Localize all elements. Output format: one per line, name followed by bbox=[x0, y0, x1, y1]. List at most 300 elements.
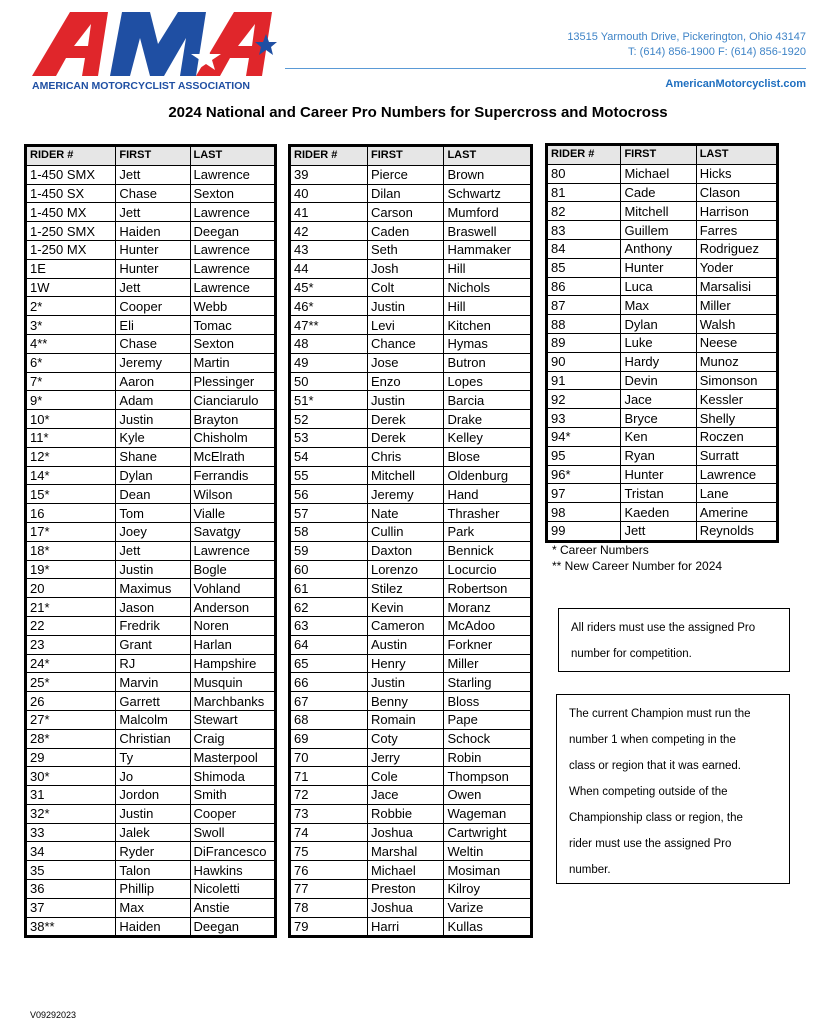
first-name-cell: Justin bbox=[116, 560, 190, 579]
last-name-cell: Hill bbox=[444, 259, 530, 278]
last-name-cell: Vialle bbox=[190, 504, 274, 523]
table-row bbox=[27, 579, 274, 598]
first-name-cell: Joshua bbox=[367, 823, 443, 842]
last-name-cell: Nichols bbox=[444, 278, 530, 297]
last-name-cell: Kelley bbox=[444, 428, 530, 447]
first-name-cell: Harri bbox=[367, 917, 443, 935]
rider-number-cell: 1-250 MX bbox=[27, 240, 116, 259]
rider-number-cell: 42 bbox=[291, 222, 367, 241]
rider-number-cell: 85 bbox=[548, 258, 621, 277]
first-name-cell: Joshua bbox=[367, 898, 443, 917]
first-name-cell: Mitchell bbox=[367, 466, 443, 485]
rider-number-cell: 67 bbox=[291, 692, 367, 711]
first-name-cell: Chase bbox=[116, 184, 190, 203]
last-name-cell: Neese bbox=[696, 333, 776, 352]
last-name-cell: Rodriguez bbox=[696, 239, 776, 258]
rider-number-cell: 28* bbox=[27, 729, 116, 748]
first-name-cell: Malcolm bbox=[116, 710, 190, 729]
rider-number-cell: 38** bbox=[27, 917, 116, 935]
rider-number-cell: 56 bbox=[291, 485, 367, 504]
table-row bbox=[291, 579, 530, 598]
rider-table-3 bbox=[545, 143, 779, 543]
table-row bbox=[291, 353, 530, 372]
last-name-cell: Robin bbox=[444, 748, 530, 767]
last-name-cell: Deegan bbox=[190, 222, 274, 241]
rider-number-cell: 19* bbox=[27, 560, 116, 579]
last-name-cell: Brayton bbox=[190, 410, 274, 429]
first-name-cell: Benny bbox=[367, 692, 443, 711]
first-name-cell: RJ bbox=[116, 654, 190, 673]
first-name-cell: Eli bbox=[116, 316, 190, 335]
table-row bbox=[548, 484, 776, 503]
last-name-cell: Hymas bbox=[444, 334, 530, 353]
rider-number-cell: 16 bbox=[27, 504, 116, 523]
table-row bbox=[27, 598, 274, 617]
rider-number-cell: 98 bbox=[548, 503, 621, 522]
first-name-cell: Hardy bbox=[621, 352, 696, 371]
last-name-cell: Lawrence bbox=[190, 259, 274, 278]
last-name-cell: Shimoda bbox=[190, 767, 274, 786]
table-row bbox=[27, 428, 274, 447]
last-name-cell: Lawrence bbox=[190, 541, 274, 560]
website-link[interactable]: AmericanMotorcyclist.com bbox=[665, 78, 806, 90]
first-name-cell: Fredrik bbox=[116, 616, 190, 635]
col-first: FIRST bbox=[621, 146, 696, 164]
col-last: LAST bbox=[190, 147, 274, 165]
last-name-cell: Hawkins bbox=[190, 861, 274, 880]
last-name-cell: Wilson bbox=[190, 485, 274, 504]
first-name-cell: Kyle bbox=[116, 428, 190, 447]
address: 13515 Yarmouth Drive, Pickerington, Ohio 43147 bbox=[567, 31, 806, 43]
rider-number-cell: 87 bbox=[548, 296, 621, 315]
rider-number-cell: 84 bbox=[548, 239, 621, 258]
rider-number-cell: 74 bbox=[291, 823, 367, 842]
first-name-cell: Ryan bbox=[621, 446, 696, 465]
rider-number-cell: 80 bbox=[548, 164, 621, 183]
table-row bbox=[291, 560, 530, 579]
first-name-cell: Chance bbox=[367, 334, 443, 353]
version-code: V09292023 bbox=[30, 1010, 77, 1020]
first-name-cell: Justin bbox=[367, 391, 443, 410]
last-name-cell: Mosiman bbox=[444, 861, 530, 880]
first-name-cell: Colt bbox=[367, 278, 443, 297]
rider-number-cell: 32* bbox=[27, 804, 116, 823]
first-name-cell: Maximus bbox=[116, 579, 190, 598]
rider-table-1 bbox=[24, 144, 277, 938]
first-name-cell: Jett bbox=[116, 165, 190, 184]
first-name-cell: Justin bbox=[116, 804, 190, 823]
rider-number-cell: 7* bbox=[27, 372, 116, 391]
first-name-cell: Cade bbox=[621, 183, 696, 202]
first-name-cell: Talon bbox=[116, 861, 190, 880]
table-row bbox=[291, 541, 530, 560]
last-name-cell: Smith bbox=[190, 786, 274, 805]
first-name-cell: Mitchell bbox=[621, 202, 696, 221]
last-name-cell: Wageman bbox=[444, 804, 530, 823]
last-name-cell: Cooper bbox=[190, 804, 274, 823]
last-name-cell: Cartwright bbox=[444, 823, 530, 842]
table-row bbox=[291, 485, 530, 504]
rider-number-cell: 6* bbox=[27, 353, 116, 372]
first-name-cell: Haiden bbox=[116, 222, 190, 241]
first-name-cell: Jett bbox=[621, 521, 696, 539]
first-name-cell: Kaeden bbox=[621, 503, 696, 522]
last-name-cell: Harlan bbox=[190, 635, 274, 654]
rider-number-cell: 33 bbox=[27, 823, 116, 842]
first-name-cell: Jo bbox=[116, 767, 190, 786]
rider-number-cell: 11* bbox=[27, 428, 116, 447]
first-name-cell: Ryder bbox=[116, 842, 190, 861]
table-row bbox=[27, 353, 274, 372]
rider-number-cell: 1E bbox=[27, 259, 116, 278]
table-row bbox=[291, 334, 530, 353]
table-row bbox=[27, 297, 274, 316]
rule-box-assigned bbox=[558, 608, 790, 672]
first-name-cell: Justin bbox=[367, 673, 443, 692]
rider-number-cell: 88 bbox=[548, 315, 621, 334]
table-row bbox=[27, 466, 274, 485]
last-name-cell: Brown bbox=[444, 165, 530, 184]
table-row bbox=[548, 164, 776, 183]
rider-number-cell: 93 bbox=[548, 409, 621, 428]
first-name-cell: Jace bbox=[621, 390, 696, 409]
table-row bbox=[27, 917, 274, 935]
last-name-cell: Amerine bbox=[696, 503, 776, 522]
last-name-cell: Lawrence bbox=[190, 240, 274, 259]
table-row bbox=[27, 823, 274, 842]
table-row bbox=[27, 804, 274, 823]
last-name-cell: Deegan bbox=[193, 919, 240, 935]
last-name-cell: Clason bbox=[696, 183, 776, 202]
table-row bbox=[291, 372, 530, 391]
first-name-cell: Luke bbox=[621, 333, 696, 352]
last-name-cell: Kilroy bbox=[444, 880, 530, 899]
rider-number-cell: 29 bbox=[27, 748, 116, 767]
rider-number-cell: 76 bbox=[291, 861, 367, 880]
last-name-cell: Nicoletti bbox=[190, 880, 274, 899]
last-name-cell: Craig bbox=[190, 729, 274, 748]
last-name-cell: DiFrancesco bbox=[190, 842, 274, 861]
rider-number-cell: 97 bbox=[548, 484, 621, 503]
table-row bbox=[291, 635, 530, 654]
last-name-cell: Pape bbox=[444, 710, 530, 729]
table-row bbox=[27, 880, 274, 899]
rider-number-cell: 90 bbox=[548, 352, 621, 371]
table-row bbox=[27, 541, 274, 560]
last-name-cell: Starling bbox=[444, 673, 530, 692]
rider-number-cell: 64 bbox=[291, 635, 367, 654]
last-name-cell: Swoll bbox=[190, 823, 274, 842]
rider-number-cell: 21* bbox=[27, 598, 116, 617]
last-name-cell: Lopes bbox=[444, 372, 530, 391]
ama-logo-graphic bbox=[30, 10, 280, 92]
last-name-cell: Bogle bbox=[190, 560, 274, 579]
first-name-cell: Aaron bbox=[116, 372, 190, 391]
table-row bbox=[291, 917, 530, 935]
rider-number-cell: 26 bbox=[27, 692, 116, 711]
first-name-cell: Marshal bbox=[367, 842, 443, 861]
rider-number-cell: 57 bbox=[291, 504, 367, 523]
table-row bbox=[27, 240, 274, 259]
last-name-cell: Cianciarulo bbox=[190, 391, 274, 410]
table-row bbox=[291, 259, 530, 278]
table-row bbox=[548, 296, 776, 315]
last-name-cell: Hammaker bbox=[444, 240, 530, 259]
first-name-cell: Tristan bbox=[621, 484, 696, 503]
first-name-cell: Stilez bbox=[367, 579, 443, 598]
rider-number-cell: 12* bbox=[27, 447, 116, 466]
first-name-cell: Jett bbox=[116, 278, 190, 297]
last-name-cell: Harrison bbox=[696, 202, 776, 221]
last-name-cell: Kullas bbox=[447, 919, 483, 935]
table-row bbox=[548, 221, 776, 240]
last-name-cell: Oldenburg bbox=[444, 466, 530, 485]
last-name-cell: Savatgy bbox=[190, 522, 274, 541]
table-row bbox=[27, 560, 274, 579]
last-name-cell: Lawrence bbox=[696, 465, 776, 484]
first-name-cell: Lorenzo bbox=[367, 560, 443, 579]
table-row bbox=[291, 616, 530, 635]
first-name-cell: Guillem bbox=[621, 221, 696, 240]
col-rider: RIDER # bbox=[291, 147, 367, 165]
first-name-cell: Adam bbox=[116, 391, 190, 410]
rider-number-cell: 51* bbox=[291, 391, 367, 410]
first-name-cell: Enzo bbox=[367, 372, 443, 391]
col-first: FIRST bbox=[367, 147, 443, 165]
rider-number-cell: 44 bbox=[291, 259, 367, 278]
rider-number-cell: 61 bbox=[291, 579, 367, 598]
rider-number-cell: 68 bbox=[291, 710, 367, 729]
rider-number-cell: 25* bbox=[27, 673, 116, 692]
table-row bbox=[291, 316, 530, 335]
last-name-cell: McAdoo bbox=[444, 616, 530, 635]
rider-number-cell: 36 bbox=[27, 880, 116, 899]
last-name-cell: Surratt bbox=[696, 446, 776, 465]
last-name-cell: McElrath bbox=[190, 447, 274, 466]
rule-box-champion bbox=[556, 694, 790, 884]
last-name-cell: Tomac bbox=[190, 316, 274, 335]
last-name-cell: Park bbox=[444, 522, 530, 541]
first-name-cell: Hunter bbox=[621, 258, 696, 277]
rider-number-cell: 94* bbox=[548, 427, 621, 446]
table-row bbox=[291, 804, 530, 823]
first-name-cell: Derek bbox=[367, 410, 443, 429]
table-row bbox=[27, 391, 274, 410]
last-name-cell: Hicks bbox=[696, 164, 776, 183]
table-row bbox=[27, 222, 274, 241]
rider-number-cell: 10* bbox=[27, 410, 116, 429]
first-name-cell: Dylan bbox=[116, 466, 190, 485]
first-name-cell: Levi bbox=[367, 316, 443, 335]
last-name-cell: Stewart bbox=[190, 710, 274, 729]
rider-number-cell: 77 bbox=[291, 880, 367, 899]
rider-number-cell: 27* bbox=[27, 710, 116, 729]
last-name-cell: Yoder bbox=[696, 258, 776, 277]
table-row bbox=[27, 184, 274, 203]
rider-number-cell: 70 bbox=[291, 748, 367, 767]
table-row bbox=[548, 446, 776, 465]
rider-number-cell: 31 bbox=[27, 786, 116, 805]
table-row bbox=[27, 635, 274, 654]
first-name-cell: Jeremy bbox=[367, 485, 443, 504]
rider-number-cell: 37 bbox=[27, 898, 116, 917]
rider-number-cell: 99 bbox=[548, 521, 621, 539]
table-row bbox=[27, 316, 274, 335]
first-name-cell: Ken bbox=[621, 427, 696, 446]
table-row bbox=[291, 692, 530, 711]
first-name-cell: Daxton bbox=[367, 541, 443, 560]
note-new-career: ** New Career Number for 2024 bbox=[552, 559, 723, 573]
rider-number-cell: 3* bbox=[27, 316, 116, 335]
first-name-cell: Derek bbox=[367, 428, 443, 447]
box-line: The current Champion must run the bbox=[569, 708, 751, 720]
rider-number-cell: 91 bbox=[548, 371, 621, 390]
first-name-cell: Ty bbox=[116, 748, 190, 767]
first-name-cell: Justin bbox=[367, 297, 443, 316]
table-row bbox=[27, 334, 274, 353]
table-row bbox=[291, 410, 530, 429]
first-name-cell: Preston bbox=[367, 880, 443, 899]
rider-number-cell: 62 bbox=[291, 598, 367, 617]
first-name-cell: Phillip bbox=[116, 880, 190, 899]
rider-number-cell: 89 bbox=[548, 333, 621, 352]
rider-number-cell: 96* bbox=[548, 465, 621, 484]
table-row bbox=[27, 165, 274, 184]
last-name-cell: Anstie bbox=[190, 898, 274, 917]
last-name-cell: Owen bbox=[444, 786, 530, 805]
rider-number-cell: 35 bbox=[27, 861, 116, 880]
last-name-cell: Martin bbox=[190, 353, 274, 372]
note-career: * Career Numbers bbox=[552, 543, 649, 557]
table-row bbox=[27, 898, 274, 917]
table-row bbox=[27, 616, 274, 635]
first-name-cell: Cooper bbox=[116, 297, 190, 316]
last-name-cell: Shelly bbox=[696, 409, 776, 428]
rider-number-cell: 20 bbox=[27, 579, 116, 598]
table-row bbox=[291, 786, 530, 805]
rider-number-cell: 50 bbox=[291, 372, 367, 391]
table-row bbox=[291, 729, 530, 748]
table-row bbox=[291, 880, 530, 899]
rider-number-cell: 23 bbox=[27, 635, 116, 654]
col-rider: RIDER # bbox=[548, 146, 621, 164]
rider-number-cell: 15* bbox=[27, 485, 116, 504]
table-row bbox=[548, 390, 776, 409]
last-name-cell: Hill bbox=[444, 297, 530, 316]
table-row bbox=[27, 485, 274, 504]
rider-number-cell: 2* bbox=[27, 297, 116, 316]
first-name-cell: Bryce bbox=[621, 409, 696, 428]
table-row bbox=[548, 315, 776, 334]
last-name-cell: Butron bbox=[444, 353, 530, 372]
last-name-cell: Vohland bbox=[190, 579, 274, 598]
table-row bbox=[27, 522, 274, 541]
rider-number-cell: 1-250 SMX bbox=[27, 222, 116, 241]
legend-notes bbox=[552, 542, 722, 574]
rider-number-cell: 47** bbox=[291, 316, 367, 335]
table-row bbox=[27, 504, 274, 523]
rider-number-cell: 55 bbox=[291, 466, 367, 485]
last-name-cell: Bennick bbox=[444, 541, 530, 560]
first-name-cell: Devin bbox=[621, 371, 696, 390]
box-line: number for competition. bbox=[571, 648, 692, 660]
rider-number-cell: 71 bbox=[291, 767, 367, 786]
last-name-cell: Noren bbox=[190, 616, 274, 635]
first-name-cell: Jace bbox=[367, 786, 443, 805]
first-name-cell: Cullin bbox=[367, 522, 443, 541]
table-row bbox=[27, 842, 274, 861]
rider-number-cell: 83 bbox=[548, 221, 621, 240]
table-row bbox=[291, 898, 530, 917]
last-name-cell: Farres bbox=[696, 221, 776, 240]
last-name-cell: Webb bbox=[190, 297, 274, 316]
rider-number-cell: 48 bbox=[291, 334, 367, 353]
first-name-cell: Tom bbox=[116, 504, 190, 523]
table-row bbox=[291, 222, 530, 241]
rider-number-cell: 49 bbox=[291, 353, 367, 372]
rider-number-cell: 1-450 SX bbox=[27, 184, 116, 203]
table-row bbox=[291, 203, 530, 222]
rider-number-cell: 1-450 MX bbox=[27, 203, 116, 222]
first-name-cell: Josh bbox=[367, 259, 443, 278]
header-rule bbox=[285, 68, 806, 69]
last-name-cell: Roczen bbox=[696, 427, 776, 446]
table-row bbox=[27, 786, 274, 805]
table-row bbox=[548, 333, 776, 352]
last-name-cell: Marchbanks bbox=[190, 692, 274, 711]
rider-number-cell: 53 bbox=[291, 428, 367, 447]
first-name-cell: Garrett bbox=[116, 692, 190, 711]
table-row bbox=[291, 861, 530, 880]
table-row bbox=[548, 239, 776, 258]
table-row bbox=[27, 729, 274, 748]
first-name-cell: Justin bbox=[116, 410, 190, 429]
last-name-cell: Lawrence bbox=[190, 165, 274, 184]
rider-number-cell: 79 bbox=[291, 917, 367, 935]
rider-number-cell: 73 bbox=[291, 804, 367, 823]
rider-number-cell: 63 bbox=[291, 616, 367, 635]
col-last: LAST bbox=[444, 147, 530, 165]
last-name-cell: Moranz bbox=[444, 598, 530, 617]
first-name-cell: Dean bbox=[116, 485, 190, 504]
rider-number-cell: 59 bbox=[291, 541, 367, 560]
rider-number-cell: 66 bbox=[291, 673, 367, 692]
rider-number-cell: 1-450 SMX bbox=[27, 165, 116, 184]
box-line: rider must use the assigned Pro bbox=[569, 838, 732, 850]
first-name-cell: Henry bbox=[367, 654, 443, 673]
last-name-cell: Lawrence bbox=[190, 203, 274, 222]
rider-number-cell: 45* bbox=[291, 278, 367, 297]
address-block bbox=[567, 30, 806, 60]
last-name-cell: Lane bbox=[696, 484, 776, 503]
rider-number-cell: 86 bbox=[548, 277, 621, 296]
table-row bbox=[27, 861, 274, 880]
table-row bbox=[291, 447, 530, 466]
last-name-cell: Walsh bbox=[696, 315, 776, 334]
box-line: class or region that it was earned. bbox=[569, 760, 741, 772]
last-name-cell: Robertson bbox=[444, 579, 530, 598]
rider-number-cell: 82 bbox=[548, 202, 621, 221]
first-name-cell: Seth bbox=[367, 240, 443, 259]
last-name-cell: Locurcio bbox=[444, 560, 530, 579]
table-row bbox=[548, 352, 776, 371]
rider-number-cell: 65 bbox=[291, 654, 367, 673]
first-name-cell: Chris bbox=[367, 447, 443, 466]
rider-number-cell: 14* bbox=[27, 466, 116, 485]
table-row bbox=[27, 278, 274, 297]
first-name-cell: Cole bbox=[367, 767, 443, 786]
table-row bbox=[27, 748, 274, 767]
